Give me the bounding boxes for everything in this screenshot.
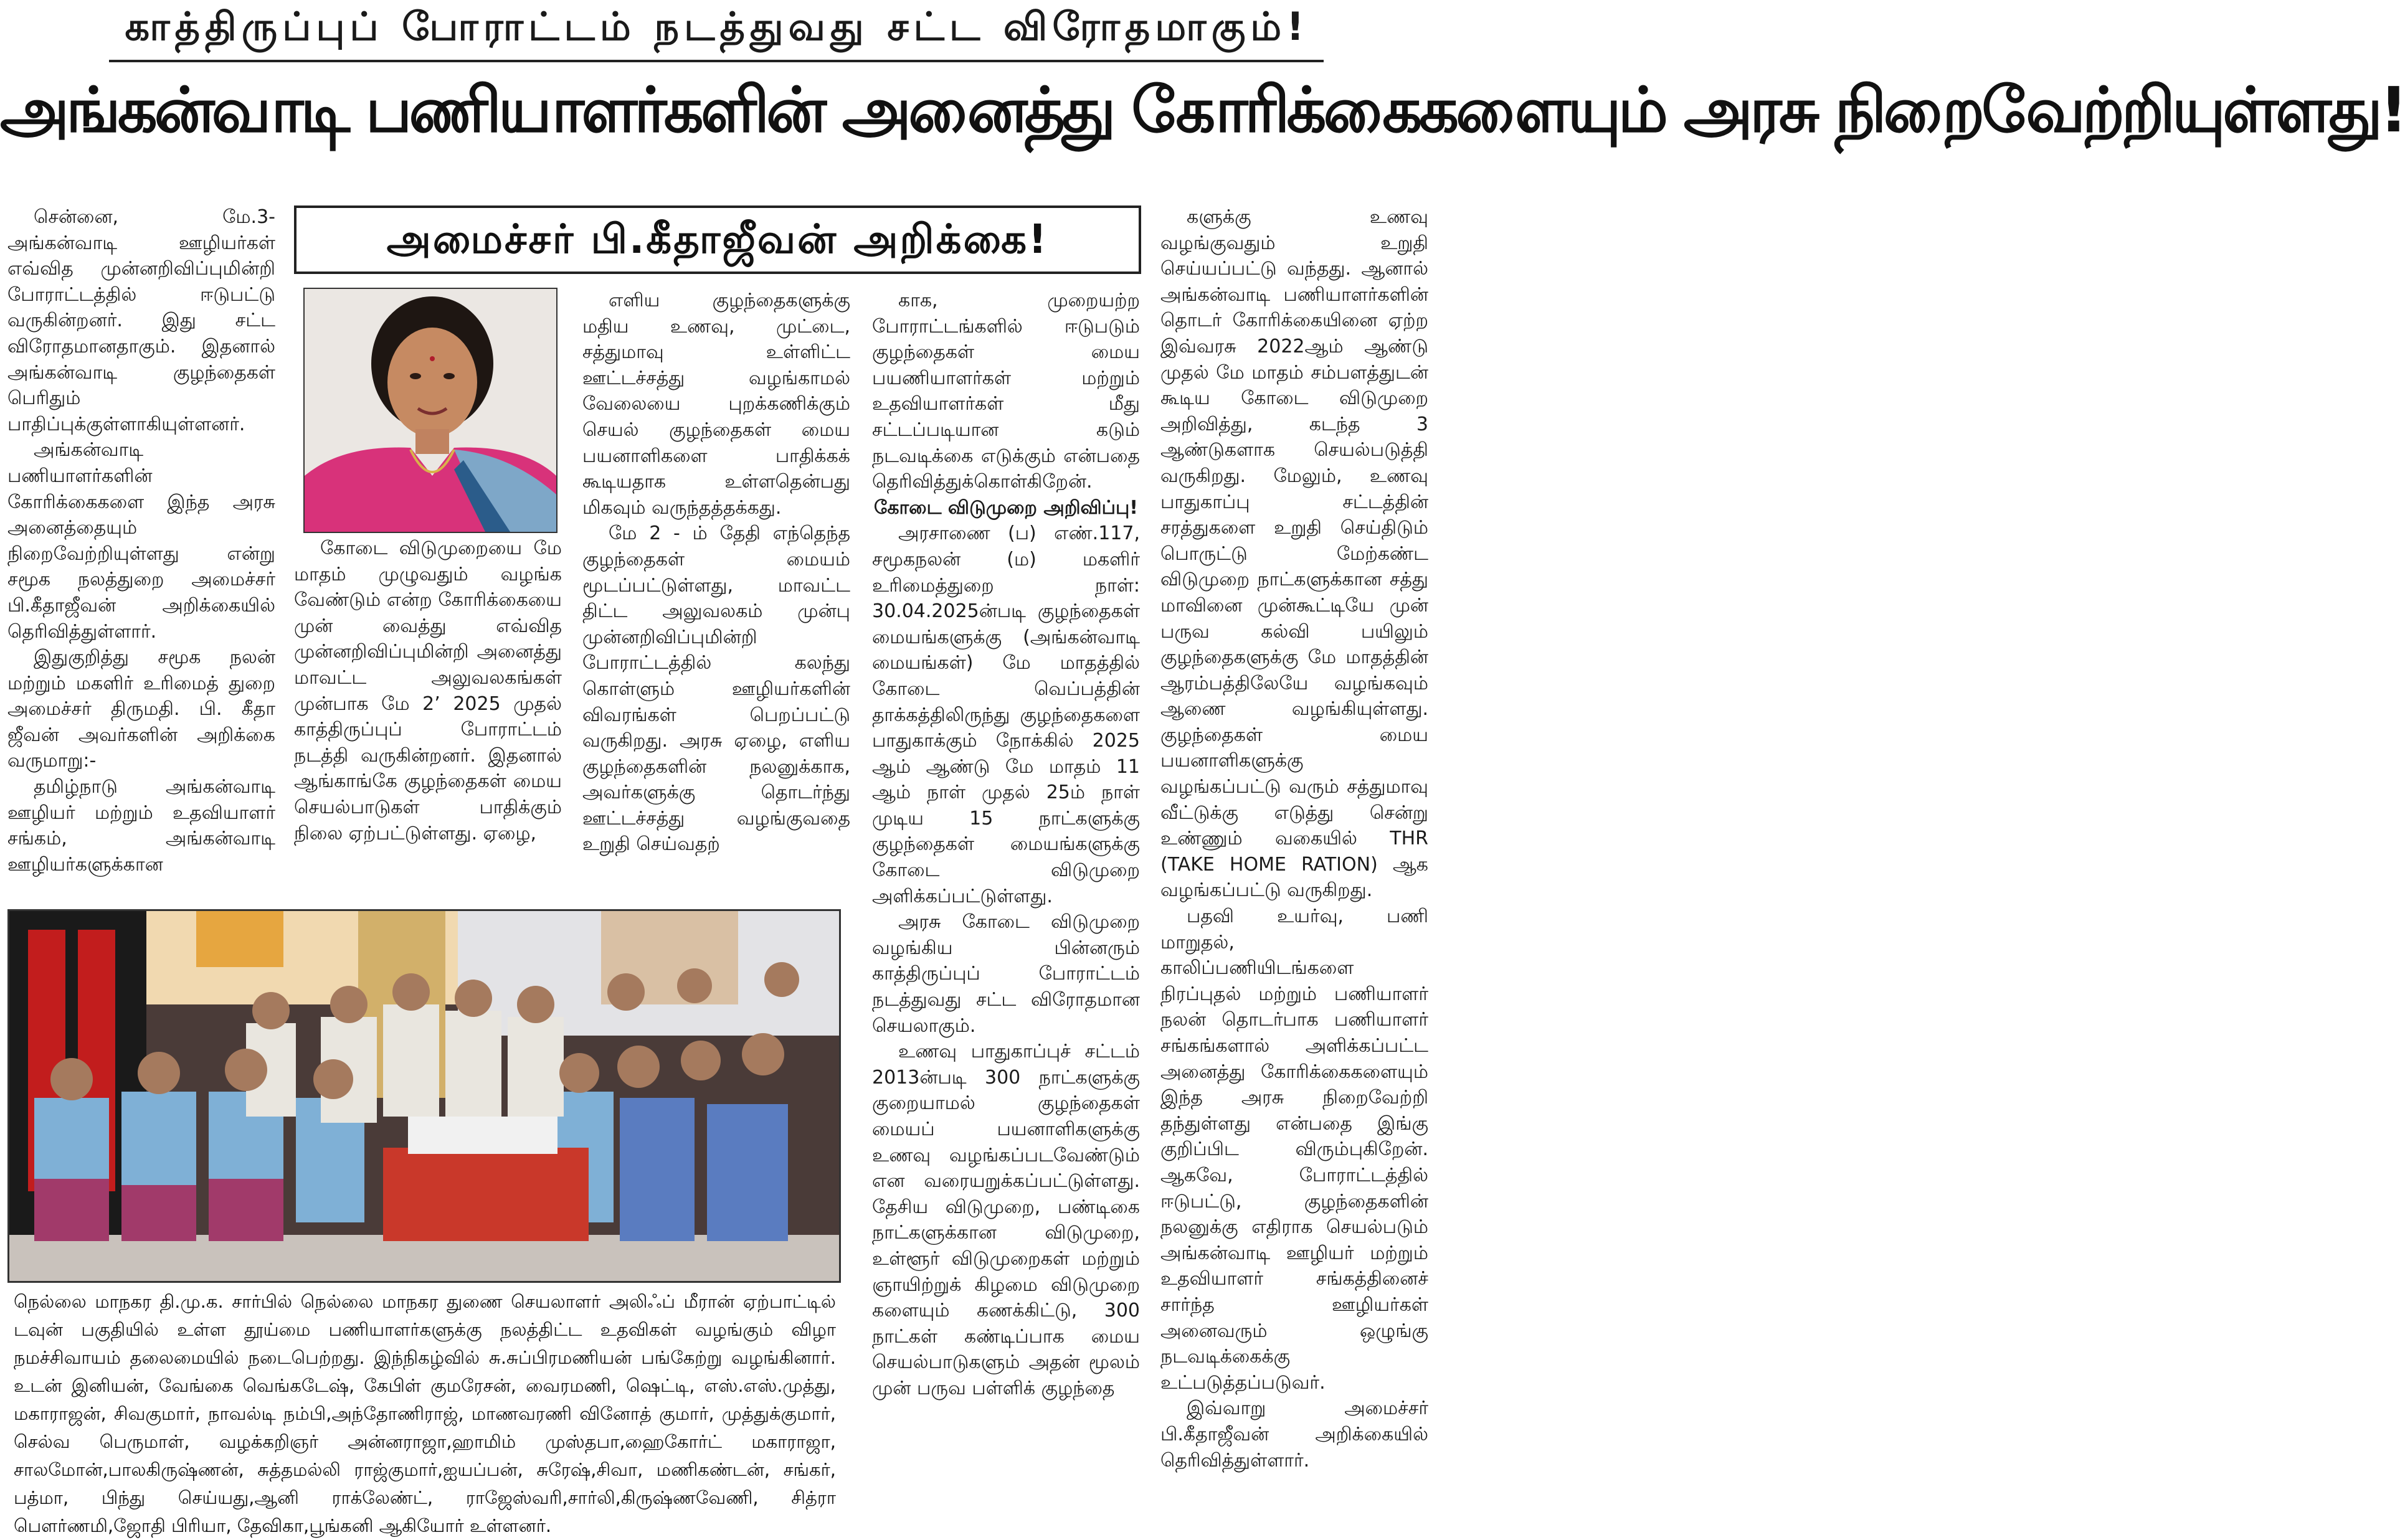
event-photo	[7, 909, 841, 1283]
paragraph: எளிய குழந்தைகளுக்கு மதிய உணவு, முட்டை, சத்துமாவு உள்ளிட்ட ஊட்டச்சத்து வழங்காமல் வேலையை புறக்கணிக்கும் செயல் குழந்தைகள் மைய பயனாளிகளை பாதிக்கக் கூடியதாக உள்ளதென்பது மிகவும் வருந்தத்தக்கது.	[582, 290, 850, 519]
subheadline-box: அமைச்சர் பி.கீதாஜீவன் அறிக்கை!	[294, 205, 1141, 274]
paragraph: இதுகுறித்து சமூக நலன் மற்றும் மகளிர் உரிமைத் துறை அமைச்சர் திருமதி. பி. கீதா ஜீவன் அவர்களின் அறிக்கை வருமாறு:-	[7, 646, 275, 772]
paragraph: அரசாணை (ப) எண்.117, சமூகநலன் (ம) மகளிர் உரிமைத்துறை நாள்: 30.04.2025ன்படி குழந்தைகள் மையங்களுக்கு (அங்கன்வாடி மையங்கள்) மே மாதத்தில் கோடை வெப்பத்தின் தாக்கத்திலிருந்து குழந்தைகளை பாதுகாக்கும் நோக்கில் 2025 ஆம் ஆண்டு மே மாதம் 11 ஆம் நாள் முதல் 25ம் நாள் முடிய 15 நாட்களுக்கு குழந்தைகள் மையங்களுக்கு கோடை விடுமுறை அளிக்கப்பட்டுள்ளது.	[872, 522, 1140, 907]
paragraph: மே 2 - ம் தேதி எந்தெந்த குழந்தைகள் மையம் மூடப்பட்டுள்ளது, மாவட்ட திட்ட அலுவலகம் முன்பு முன்னறிவிப்புமின்றி போராட்டத்தில் கலந்து கொள்ளும் ஊழியர்களின் விவரங்கள் பெறப்பட்டு வருகிறது. அரசு ஏழை, எளிய குழந்தைகளின் நலனுக்காக, அவர்களுக்கு தொடர்ந்து ஊட்டச்சத்து வழங்குவதை உறுதி செய்வதற்	[582, 522, 850, 856]
article-column-2	[294, 536, 562, 897]
paragraph: தமிழ்நாடு அங்கன்வாடி ஊழியர் மற்றும் உதவியாளர் சங்கம், அங்கன்வாடி ஊழியர்களுக்கான	[7, 776, 275, 876]
article-column-4	[872, 288, 1140, 1533]
article-column-3	[582, 288, 850, 897]
paragraph: இவ்வாறு அமைச்சர் பி.கீதாஜீவன் அறிக்கையில் தெரிவித்துள்ளார்.	[1160, 1397, 1428, 1472]
paragraph: பதவி உயர்வு, பணி மாறுதல், காலிப்பணியிடங்களை நிரப்புதல் மற்றும் பணியாளர் நலன் தொடர்பாக பணியாளர் சங்கங்களால் அளிக்கப்பட்ட அனைத்து கோரிக்கைகளையும் இந்த அரசு நிறைவேற்றி தந்துள்ளது என்பதை இங்கு குறிப்பிட விரும்புகிறேன். ஆகவே, போராட்டத்தில் ஈடுபட்டு, குழந்தைகளின் நலனுக்கு எதிராக செயல்படும் அங்கன்வாடி ஊழியர் மற்றும் உதவியாளர் சங்கத்தினைச் சார்ந்த ஊழியர்கள் அனைவரும் ஒழுங்கு நடவடிக்கைக்கு உட்படுத்தப்படுவர்.	[1160, 905, 1428, 1394]
main-headline: அங்கன்வாடி பணியாளர்களின் அனைத்து கோரிக்கைகளையும் அரசு நிறைவேற்றியுள்ளது!	[0, 73, 2405, 146]
paragraph: அரசு கோடை விடுமுறை வழங்கிய பின்னரும் காத்திருப்புப் போராட்டம் நடத்துவது சட்ட விரோதமான செயலாகும்.	[872, 911, 1140, 1037]
paragraph: உணவு பாதுகாப்புச் சட்டம் 2013ன்படி 300 நாட்களுக்கு குறையாமல் குழந்தைகள் மையப் பயனாளிகளுக்கு உணவு வழங்கப்படவேண்டும் என வரையறுக்கப்பட்டுள்ளது. தேசிய விடுமுறை, பண்டிகை நாட்களுக்கான விடுமுறை, உள்ளூர் விடுமுறைகள் மற்றும் ஞாயிற்றுக் கிழமை விடுமுறை களையும் கணக்கிட்டு, 300 நாட்கள் கண்டிப்பாக மைய செயல்பாடுகளும் அதன் மூலம் முன் பருவ பள்ளிக் குழந்தை	[872, 1041, 1140, 1399]
paragraph: கோடை விடுமுறையை மே மாதம் முழுவதும் வழங்க வேண்டும் என்ற கோரிக்கையை முன் வைத்து எவ்வித முன்னறிவிப்புமின்றி அனைத்து மாவட்ட அலுவலகங்கள் முன்பாக மே 2’ 2025 முதல் காத்திருப்புப் போராட்டம் நடத்தி வருகின்றனர். இதனால் ஆங்காங்கே குழந்தைகள் மைய செயல்பாடுகள் பாதிக்கும் நிலை ஏற்பட்டுள்ளது. ஏழை,	[294, 537, 562, 844]
section-subheading: கோடை விடுமுறை அறிவிப்பு!	[874, 496, 1138, 519]
minister-portrait-drawing	[305, 289, 556, 532]
article-column-5	[1160, 204, 1428, 1531]
paragraph: களுக்கு உணவு வழங்குவதும் உறுதி செய்யப்பட்டு வந்தது. ஆனால் அங்கன்வாடி பணியாளர்களின் தொடர் கோரிக்கையினை ஏற்ற இவ்வரசு 2022ஆம் ஆண்டு முதல் மே மாதம் சம்பளத்துடன் கூடிய கோடை விடுமுறை அறிவித்து, கடந்த 3 ஆண்டுகளாக செயல்படுத்தி வருகிறது. மேலும், உணவு பாதுகாப்பு சட்டத்தின் சரத்துகளை உறுதி செய்திடும் பொருட்டு மேற்கண்ட விடுமுறை நாட்களுக்கான சத்து மாவினை முன்கூட்டியே முன் பருவ கல்வி பயிலும் குழந்தைகளுக்கு மே மாதத்தின் ஆரம்பத்திலேயே வழங்கவும் ஆணை வழங்கியுள்ளது. குழந்தைகள் மைய பயனாளிகளுக்கு வழங்கப்பட்டு வரும் சத்துமாவு வீட்டுக்கு எடுத்து சென்று உண்ணும் வகையில் THR (TAKE HOME RATION) ஆக வழங்கப்பட்டு வருகிறது.	[1160, 206, 1428, 902]
photo-caption: நெல்லை மாநகர தி.மு.க. சார்பில் நெல்லை மாநகர துணை செயலாளர் அலிஃப் மீரான் ஏற்பாட்டில் டவுன் பகுதியில் உள்ள தூய்மை பணியாளர்களுக்கு நலத்திட்ட உதவிகள் வழங்கும் விழா நமச்சிவாயம் தலைமையில் நடைபெற்றது. இந்நிகழ்வில் சு.சுப்பிரமணியன் பங்கேற்று வழங்கினார். உடன் இனியன், வேங்கை வெங்கடேஷ், கேபிள் குமரேசன், வைரமணி, ஷெட்டி, எஸ்.எஸ்.முத்து, மகாராஜன், சிவகுமார், நாவல்டி நம்பி,அந்தோணிராஜ், மாணவரணி வினோத் குமார், முத்துக்குமார், செல்வ பெருமாள், வழக்கறிஞர் அன்னராஜா,ஹாமிம் முஸ்தபா,ஹைகோர்ட் மகாராஜா, சாலமோன்,பாலகிருஷ்ணன், சுத்தமல்லி ராஜ்குமார்,ஐயப்பன், சுரேஷ்,சிவா, மணிகண்டன், சங்கர், பத்மா, பிந்து செய்யது,ஆனி ராக்லேண்ட், ராஜேஸ்வரி,சார்லி,கிருஷ்ணவேணி, சித்ரா பௌர்ணமி,ஜோதி பிரியா, தேவிகா,பூங்கனி ஆகியோர் உள்ளனர்.	[14, 1291, 836, 1536]
kicker-rule	[109, 60, 1324, 62]
event-photo-drawing	[9, 911, 839, 1281]
paragraph: சென்னை, மே.3- அங்கன்வாடி ஊழியர்கள் எவ்வித முன்னறிவிப்புமின்றி போராட்டத்தில் ஈடுபட்டு வருகின்றனர். இது சட்ட விரோதமானதாகும். இதனால் அங்கன்வாடி குழந்தைகள் பெரிதும் பாதிப்புக்குள்ளாகியுள்ளனர்.	[7, 206, 275, 435]
paragraph: காக, முறையற்ற போராட்டங்களில் ஈடுபடும் குழந்தைகள் மைய பயணியாளர்கள் மற்றும் உதவியாளர்கள் மீது சட்டப்படியான கடும் நடவடிக்கை எடுக்கும் என்பதை தெரிவித்துக்கொள்கிறேன்.	[872, 290, 1140, 493]
article-column-1	[7, 204, 275, 895]
kicker-headline: காத்திருப்புப் போராட்டம் நடத்துவது சட்ட விரோதமாகும்!	[125, 4, 1309, 49]
paragraph: அங்கன்வாடி பணியாளர்களின் கோரிக்கைகளை இந்த அரசு அனைத்தையும் நிறைவேற்றியுள்ளது என்று சமூக நலத்துறை அமைச்சர் பி.கீதாஜீவன் அறிக்கையில் தெரிவித்துள்ளார்.	[7, 439, 275, 643]
minister-portrait	[303, 288, 557, 533]
